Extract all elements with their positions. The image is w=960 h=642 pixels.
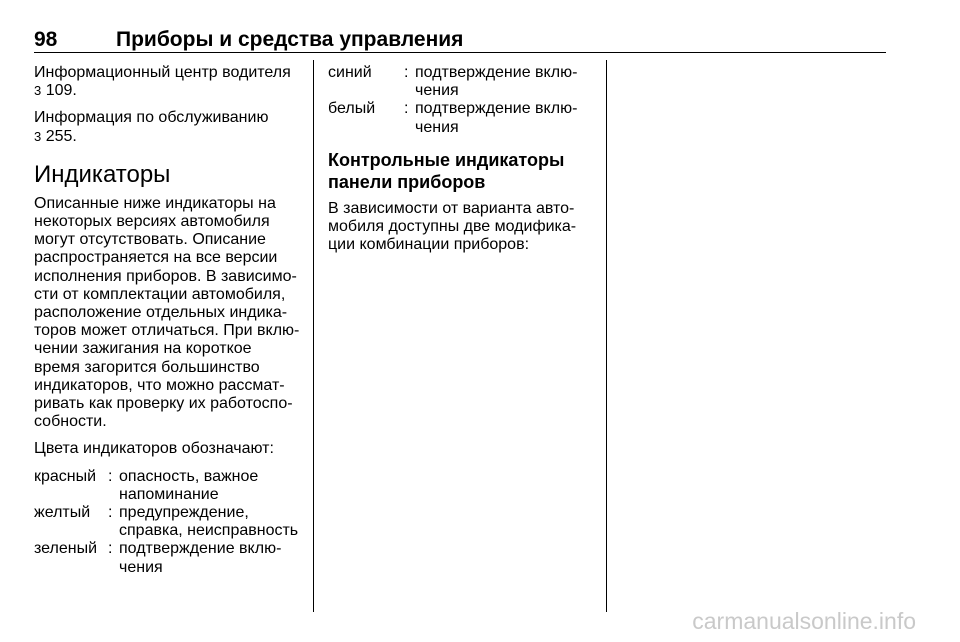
column-divider-1 (313, 60, 314, 612)
heading-instrument-panel-indicators: Контрольные индикаторы панели приборов (328, 149, 565, 192)
ref-page: 255. (45, 127, 77, 145)
instrument-panel-paragraph: В зависимости от варианта авто- мобиля доступны две модифика- ции комбинации приборов: (328, 199, 577, 254)
colors-intro: Цвета индикаторов обозначают: (34, 440, 274, 458)
cross-reference-driver-info[interactable]: Информационный центр водителя 3 109. (34, 64, 291, 100)
color-legend-table (34, 468, 306, 577)
watermark: carmanualsonline.info (692, 608, 916, 634)
page-reference-icon: 3 (34, 83, 42, 99)
header-rule (34, 52, 886, 53)
page-header (34, 28, 886, 52)
color-row-white: белый : подтверждение вклю- чения (328, 100, 578, 136)
page-reference-icon: 3 (34, 128, 42, 144)
ref-page: 109. (45, 82, 77, 100)
column-divider-2 (606, 60, 607, 612)
color-row-blue: синий : подтверждение вклю- чения (328, 64, 578, 100)
color-row-red: красный : опасность, важное напоминание (34, 467, 259, 503)
heading-indicators: Индикаторы (34, 160, 171, 188)
column-middle (328, 64, 584, 254)
page-number: 98 (34, 28, 58, 51)
color-row-yellow: желтый : предупреждение, справка, неисправность (34, 504, 299, 540)
section-title: Приборы и средства управления (116, 28, 464, 51)
cross-reference-service-info[interactable]: Информация по обслуживанию 3 255. (34, 109, 269, 145)
column-left (34, 64, 306, 577)
indicators-paragraph: Описанные ниже индикаторы на некоторых версиях автомобиля могут отсутствовать. Описание распространяется на все версии исполнения приборов. В зависимо- сти от комплектации автомобиля, расположение отдельных индика- торов может отличаться. При вклю- чении зажигания на короткое время загорится большинство индикаторов, что можно рассмат- ривать как проверку их работоспо- собности. (34, 194, 300, 431)
color-legend-table-continued (328, 64, 584, 137)
color-row-green: зеленый : подтверждение вклю- чения (34, 540, 282, 576)
